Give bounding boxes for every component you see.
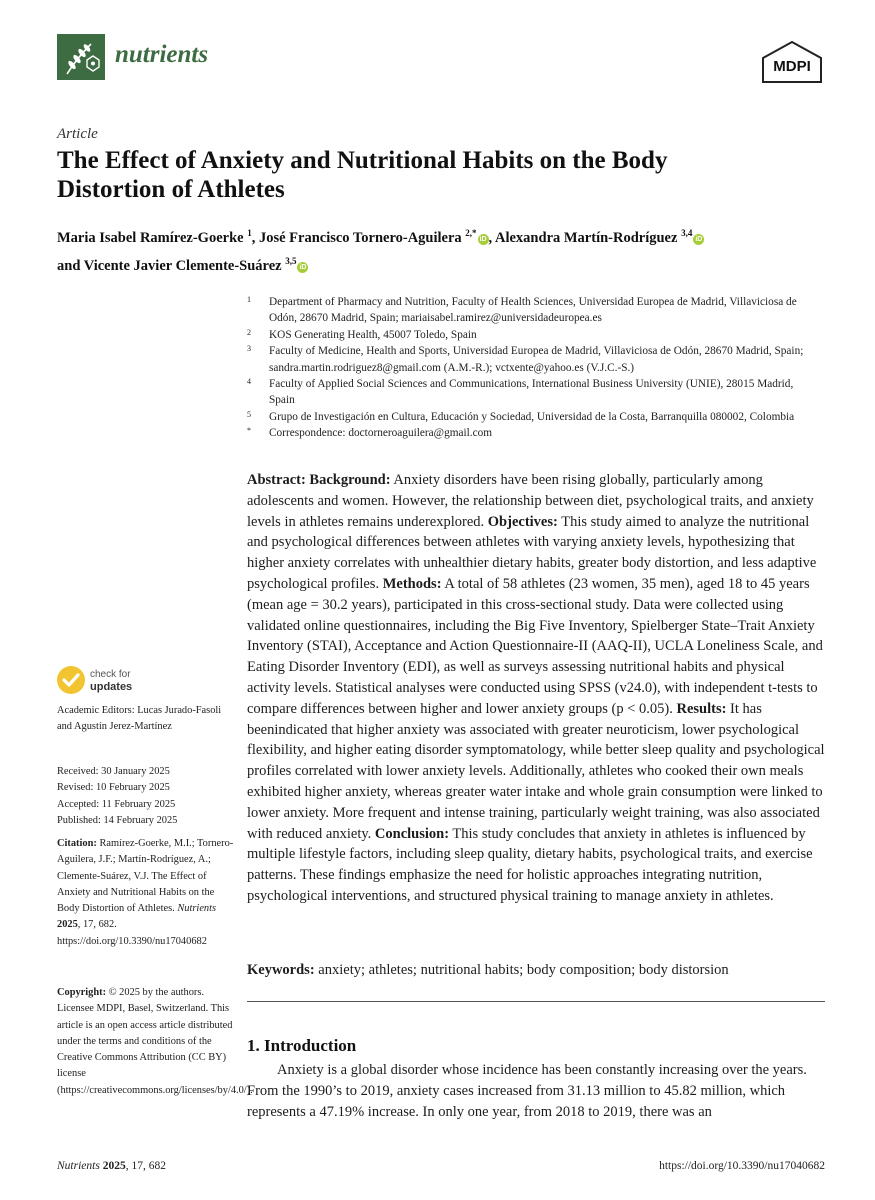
academic-editors: Academic Editors: Lucas Jurado-Fasoli and Agustín Jerez-Martínez: [57, 705, 222, 733]
copyright-label: Copyright:: [57, 987, 107, 998]
footer-citation: [57, 1160, 166, 1172]
date-received: Received: 30 January 2025: [57, 766, 170, 777]
affiliation-number: 3: [247, 344, 251, 354]
citation-year: 2025: [57, 919, 78, 931]
abstract-text: This study aimed to analyze the nutritional and psychological differences between athletes with varying anxiety levels, hypothesizing that higher anxiety correlates with unhealthier dietary habits, greater body distortion, and less adaptive psychological profiles.: [247, 513, 817, 592]
abstract-text: This study concludes that anxiety in athletes is influenced by multiple lifestyle factors, including sleep quality, dietary habits, psychological traits, and exercise patterns. These findings emphasize the need for holistic approaches integrating nutrition, psychological interventions, and structured physical training to manage anxiety in athletes.: [247, 825, 813, 904]
author-name[interactable]: Alexandra Martín-Rodríguez: [495, 229, 678, 246]
author-affiliation-ref: 3,4: [681, 228, 693, 238]
affiliation-text: Grupo de Investigación en Cultura, Educación y Sociedad, Universidad de la Costa, Barranquilla 080002, Colombia: [269, 410, 795, 423]
footer-doi-link[interactable]: https://doi.org/10.3390/nu17040682: [659, 1160, 825, 1172]
affiliation-item: [247, 376, 807, 409]
affiliation-text: Department of Pharmacy and Nutrition, Faculty of Health Sciences, Universidad Europea de Madrid, Villaviciosa de Odón, 28670 Madrid, Spain; mariaisabel.ramirez@universidadeuropea.es: [269, 296, 797, 325]
affiliation-text: Faculty of Medicine, Health and Sports, Universidad Europea de Madrid, Villaviciosa de Odón, 28670 Madrid, Spain; sandra.martin.rodriguez8@gmail.com (A.M.-R.); vctxente@yahoo.es (V.J.C.-S.): [269, 345, 804, 374]
keywords-label: Keywords:: [247, 962, 315, 978]
authors-joiner: and: [57, 257, 81, 274]
abstract: [247, 470, 825, 907]
correspondence-text: Correspondence: doctorneroaguilera@gmail.com: [269, 427, 493, 440]
author-affiliation-ref: 3,5: [285, 255, 297, 266]
affiliation-item: [247, 294, 807, 327]
affiliation-number: 4: [247, 377, 251, 387]
check-icon: [57, 666, 85, 694]
abstract-label: Abstract:: [247, 472, 306, 488]
abstract-heading: Conclusion:: [374, 825, 450, 842]
affiliation-text: Faculty of Applied Social Sciences and Communications, International Business University (UNIE), 28015 Madrid, Spain: [269, 378, 794, 407]
check-updates-line2: updates: [90, 681, 133, 693]
keywords-text: anxiety; athletes; nutritional habits; body composition; body distorsion: [318, 962, 729, 978]
check-updates-line1: check for: [90, 669, 131, 680]
abstract-text: A total of 58 athletes (23 women, 35 men), aged 18 to 45 years (mean age = 30.2 years), participated in this cross-sectional study. Data were collected using validated online questionnaires, including the Big Five Inventory, Spielberger State–Trait Anxiety Inventory (STAI), Acceptance and Action Questionnaire-II (AAQ-II), UCLA Loneliness Scale, and Eating Disorder Inventory (EDI), as well as surveys assessing nutritional habits and physical activity levels. Statistical analyses were conducted using SPSS (v24.0), with independent t-tests to compare differences between higher and lower anxiety groups (p < 0.05).: [247, 575, 823, 717]
affiliation-number: 1: [247, 295, 251, 304]
author-name[interactable]: Maria Isabel Ramírez-Goerke: [57, 229, 244, 246]
date-published: Published: 14 February 2025: [57, 814, 178, 826]
copyright-text: © 2025 by the authors. Licensee MDPI, Basel, Switzerland. This article is an open access article distributed under the terms and conditions of the Creative Commons Attribution (CC BY) license (https://creativecommons.org/licenses/by/4.0/).: [57, 987, 253, 1096]
citation-text: Ramírez-Goerke, M.I.; Tornero-Aguilera, J.F.; Martín-Rodríguez, A.; Clemente-Suárez, V.J. The Effect of Anxiety and Nutritional Habits on the Body Distortion of Athletes.: [57, 838, 234, 915]
author-affiliation-ref: 1: [247, 228, 252, 238]
orcid-icon[interactable]: iD: [479, 235, 487, 243]
copyright: [57, 985, 253, 1099]
author-name[interactable]: Vicente Javier Clemente-Suárez: [83, 257, 282, 274]
paragraph: Anxiety is a global disorder whose incidence has been constantly increasing over the years. From the 1990’s to 2019, anxiety cases increased from 31.13 million to 45.82 million, which represents a 47.19% increase. In only one year, from 2018 to 2019, there was an: [247, 1062, 807, 1120]
abstract-text: It has beenindicated that higher anxiety was associated with greater neuroticism, lower psychological flexibility, and higher eating disorder symptomatology, while better sleep quality and psychological profiles correlated with lower anxiety levels. Additionally, athletes who cooked their own meals exhibited higher anxiety, whereas greater water intake and whole grain consumption were linked to lower anxiety. More frequent and intense training, particularly weight training, was also associated with reduced anxiety.: [247, 700, 825, 842]
article-dates: [57, 764, 237, 829]
keywords: [247, 960, 825, 980]
abstract-heading: Results:: [676, 700, 727, 717]
affiliation-item: [247, 409, 807, 425]
orcid-icon[interactable]: iD: [299, 263, 307, 271]
footer-year: 2025: [102, 1160, 126, 1172]
date-accepted: Accepted: 11 February 2025: [57, 798, 176, 810]
introduction-text: [247, 1060, 825, 1123]
publisher-logo: [760, 40, 824, 86]
affiliation-number: *: [247, 426, 251, 436]
section-divider: [247, 1001, 825, 1002]
author-list: Maria Isabel Ramírez-Goerke $^1$, José Francisco Tornero-Aguilera $^{2,*}$iD , Alexandra Martín-Rodríguez $^{3,4}$iD and Vicente Javier Clemente-Suárez $^{3,5}$iD: [57, 228, 703, 274]
footer-journal: Nutrients: [57, 1160, 100, 1172]
affiliations: [247, 294, 807, 442]
affiliation-item: [247, 343, 807, 376]
affiliation-text: KOS Generating Health, 45007 Toledo, Spain: [269, 328, 477, 341]
citation: [57, 836, 237, 950]
abstract-heading: Objectives:: [487, 513, 558, 530]
citation-volume-doi[interactable]: , 17, 682. https://doi.org/10.3390/nu17040682: [57, 919, 207, 947]
article-type: Article: [57, 126, 98, 142]
abstract-text: Anxiety disorders have been rising globally, particularly among adolescents and women. However, the relationship between diet, psychological traits, and anxiety levels in athletes remains underexplored.: [247, 472, 814, 530]
footer-volume: , 17, 682: [125, 1160, 166, 1172]
author-name[interactable]: José Francisco Tornero-Aguilera: [258, 229, 462, 246]
citation-label: Citation:: [57, 838, 97, 849]
affiliation-number: 5: [247, 409, 251, 419]
section-heading: 1. Introduction: [247, 1036, 357, 1055]
date-revised: Revised: 10 February 2025: [57, 782, 170, 794]
abstract-heading: Methods:: [382, 575, 442, 592]
correspondence: [247, 425, 807, 441]
wheat-logo-icon: [57, 34, 105, 80]
journal-name: nutrients: [115, 41, 209, 68]
citation-journal: Nutrients: [177, 903, 217, 915]
author-affiliation-ref: 2,*: [465, 228, 477, 238]
check-for-updates-button[interactable]: [57, 666, 177, 698]
abstract-heading: Background:: [309, 472, 391, 488]
checkmark-icon: [57, 666, 85, 694]
orcid-icon[interactable]: iD: [695, 235, 703, 243]
journal-logo: [57, 34, 105, 80]
publisher-name: MDPI: [773, 58, 811, 75]
article-title: The Effect of Anxiety and Nutritional Habits on the Body Distortion of Athletes: [57, 147, 668, 203]
affiliation-item: [247, 327, 807, 343]
affiliation-number: 2: [247, 327, 251, 337]
